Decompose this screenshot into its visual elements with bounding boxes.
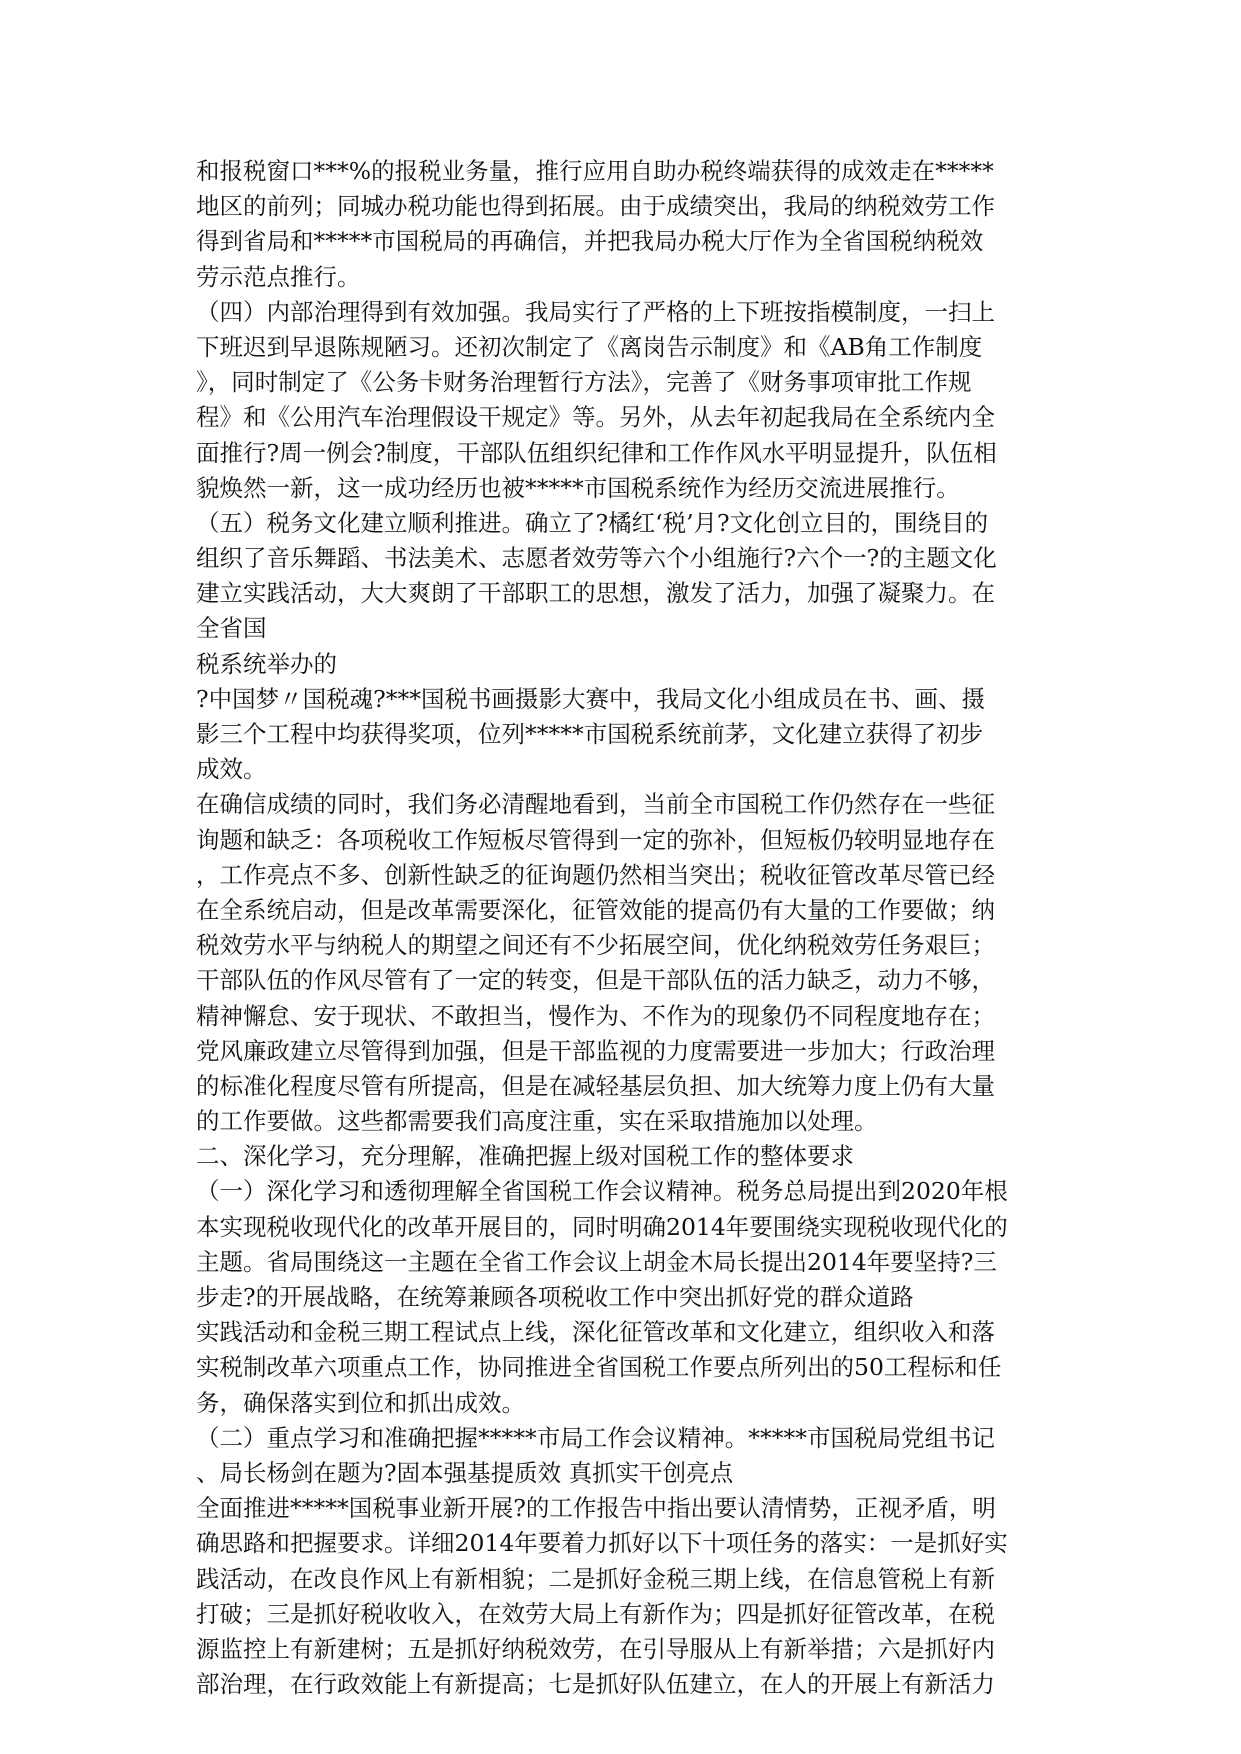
text-line: 、局长杨剑在题为?固本强基提质效 真抓实干创亮点 — [196, 1458, 734, 1487]
text-line: 建立实践活动，大大爽朗了干部职工的思想，激发了活力，加强了凝聚力。在 — [196, 579, 995, 608]
text-line: 影三个工程中均获得奖项，位列*****市国税系统前茅，文化建立获得了初步 — [196, 720, 984, 748]
text-line: 下班迟到早退陈规陋习。还初次制定了《离岗告示制度》和《AB角工作制度 — [196, 332, 983, 361]
text-line: 践活动，在改良作风上有新相貌；二是抓好金税三期上线，在信息管税上有新 — [196, 1564, 995, 1593]
text-line: 打破；三是抓好税收收入，在效劳大局上有新作为；四是抓好征管改革，在税 — [196, 1599, 995, 1628]
text-line: 在确信成绩的同时，我们务必清醒地看到，当前全市国税工作仍然存在一些征 — [196, 790, 995, 819]
text-line: （四）内部治理得到有效加强。我局实行了严格的上下班按指模制度，一扫上 — [196, 297, 995, 326]
text-line: 精神懈怠、安于现状、不敢担当，慢作为、不作为的现象仍不同程度地存在； — [196, 1001, 995, 1030]
text-line: 步走?的开展战略，在统筹兼顾各项税收工作中突出抓好党的群众道路 — [196, 1283, 914, 1311]
text-line: 询题和缺乏：各项税收工作短板尽管得到一定的弥补，但短板仍较明显地存在 — [196, 825, 995, 854]
text-line: 》，同时制定了《公务卡财务治理暂行方法》，完善了《财务事项审批工作规 — [196, 368, 972, 397]
text-line: 党风廉政建立尽管得到加强，但是干部监视的力度需要进一步加大；行政治理 — [196, 1036, 995, 1065]
text-line: 全省国 — [196, 614, 267, 643]
text-line: 务，确保落实到位和抓出成效。 — [196, 1388, 525, 1417]
text-line: 得到省局和*****市国税局的再确信，并把我局办税大厅作为全省国税纳税效 — [196, 227, 984, 256]
text-line: 面推行?周一例会?制度，干部队伍组织纪律和工作作风水平明显提升，队伍相 — [196, 438, 997, 467]
text-line: 的工作要做。这些都需要我们高度注重，实在采取措施加以处理。 — [196, 1107, 878, 1136]
text-line: 确思路和把握要求。详细2014年要着力抓好以下十项任务的落实：一是抓好实 — [196, 1529, 1008, 1558]
text-line: 主题。省局围绕这一主题在全省工作会议上胡金木局长提出2014年要坚持?三 — [196, 1247, 997, 1276]
text-line: 实税制改革六项重点工作，协同推进全省国税工作要点所列出的50工程标和任 — [196, 1353, 1002, 1382]
text-line: 组织了音乐舞蹈、书法美术、志愿者效劳等六个小组施行?六个一?的主题文化 — [196, 544, 997, 573]
text-line: 成效。 — [196, 755, 267, 784]
text-line: （二）重点学习和准确把握*****市局工作会议精神。*****市国税局党组书记 — [196, 1423, 995, 1452]
text-line: 的标准化程度尽管有所提高，但是在减轻基层负担、加大统筹力度上仍有大量 — [196, 1071, 995, 1100]
text-line: 在全系统启动，但是改革需要深化，征管效能的提高仍有大量的工作要做；纳 — [196, 895, 995, 924]
section-heading: 二、深化学习，充分理解，准确把握上级对国税工作的整体要求 — [196, 1142, 854, 1171]
text-line: 全面推进*****国税事业新开展?的工作报告中指出要认清情势，正视矛盾，明 — [196, 1494, 996, 1523]
text-line: 本实现税收现代化的改革开展目的，同时明确2014年要围绕实现税收现代化的 — [196, 1212, 1008, 1241]
text-line: 税系统举办的 — [196, 649, 337, 678]
text-line: （一）深化学习和透彻理解全省国税工作会议精神。税务总局提出到2020年根 — [196, 1177, 1008, 1206]
text-line: 和报税窗口***%的报税业务量，推行应用自助办税终端获得的成效走在***** — [196, 157, 994, 185]
document-body — [196, 154, 1056, 1702]
text-line: （五）税务文化建立顺利推进。确立了?橘红‘税’月?文化创立目的，围绕目的 — [196, 508, 989, 537]
text-line: 程》和《公用汽车治理假设干规定》等。另外，从去年初起我局在全系统内全 — [196, 403, 995, 432]
text-line: 劳示范点推行。 — [196, 262, 361, 291]
text-line: 貌焕然一新，这一成功经历也被*****市国税系统作为经历交流进展推行。 — [196, 473, 960, 502]
text-line: 源监控上有新建树；五是抓好纳税效劳，在引导服从上有新举措；六是抓好内 — [196, 1634, 995, 1663]
text-line: ，工作亮点不多、创新性缺乏的征询题仍然相当突出；税收征管改革尽管已经 — [196, 860, 995, 889]
text-line: ?中国梦〃国税魂?***国税书画摄影大赛中，我局文化小组成员在书、画、摄 — [196, 684, 985, 713]
text-line: 税效劳水平与纳税人的期望之间还有不少拓展空间，优化纳税效劳任务艰巨； — [196, 931, 995, 960]
text-line: 部治理，在行政效能上有新提高；七是抓好队伍建立，在人的开展上有新活力 — [196, 1670, 995, 1699]
text-line: 地区的前列；同城办税功能也得到拓展。由于成绩突出，我局的纳税效劳工作 — [196, 192, 995, 221]
text-line: 干部队伍的作风尽管有了一定的转变，但是干部队伍的活力缺乏，动力不够， — [196, 966, 995, 995]
text-line: 实践活动和金税三期工程试点上线，深化征管改革和文化建立，组织收入和落 — [196, 1318, 995, 1347]
